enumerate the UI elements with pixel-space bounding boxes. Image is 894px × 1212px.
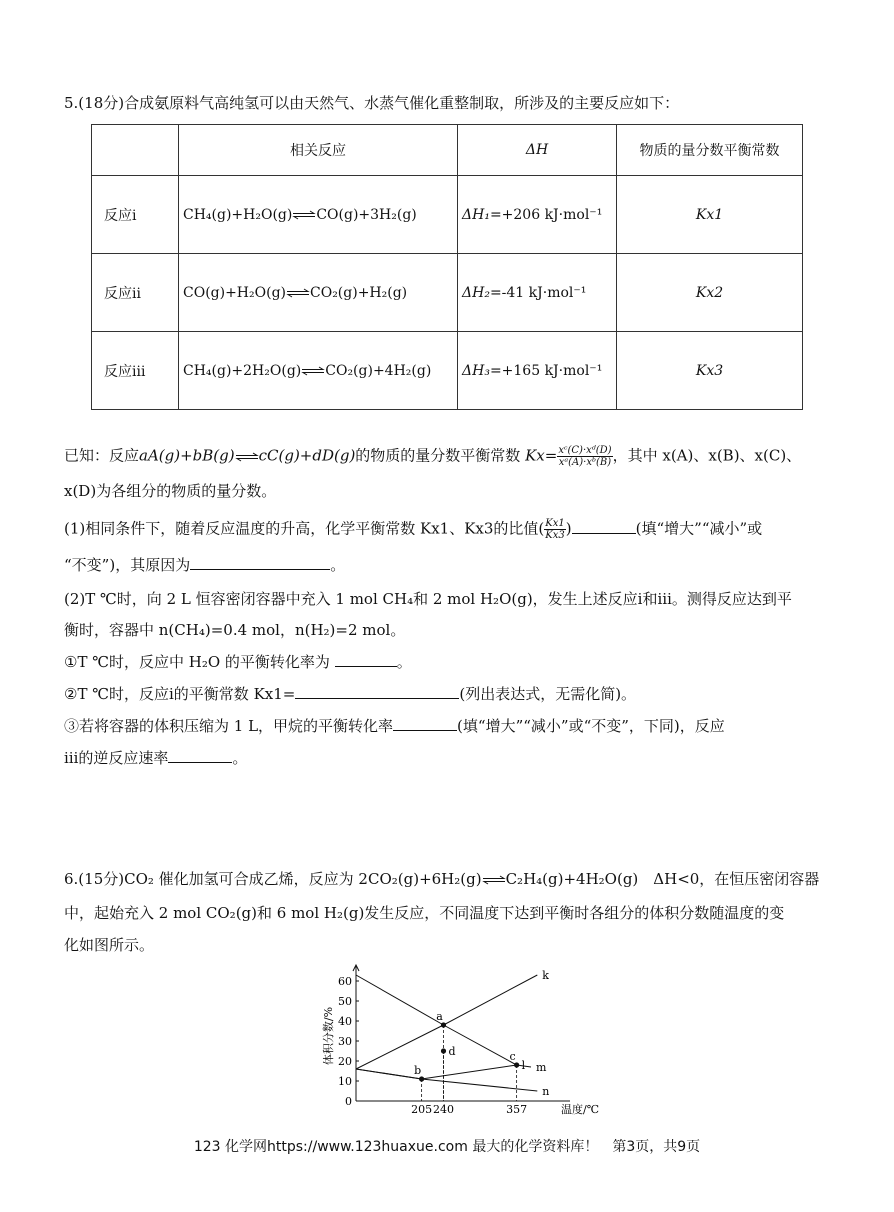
series-line-n: [356, 1069, 537, 1091]
table-header-cell: [92, 125, 179, 176]
row-label: 反应ⅲ: [92, 332, 179, 410]
q6-intro: 6.(15分)CO₂ 催化加氢可合成乙烯，反应为 2CO₂(g)+6H₂(g) C₂H₄(g)+4H₂O(g) ΔH<0，在恒压密闭容器: [64, 870, 820, 888]
point-label-d: d: [448, 1045, 456, 1058]
y-tick-label: 0: [345, 1095, 352, 1108]
q5-part2-3: ③若将容器的体积压缩为 1 L，甲烷的平衡转化率 (填“增大”“减小”或“不变”，下同)，反应: [64, 717, 725, 735]
series-label-l: l: [521, 1059, 526, 1072]
q5-part1: (1)相同条件下，随着反应温度的升高，化学平衡常数 Kx1、Kx3的比值( $\frac{Kx1}{Kx3}$ ) (填“增大”“减小”或: [64, 518, 763, 541]
point-label-c: c: [509, 1050, 516, 1063]
table-header-row: [92, 125, 803, 176]
answer-blank[interactable]: [168, 748, 232, 763]
equilibrium-arrow-icon: [301, 366, 325, 376]
kx-fraction: $\frac{\text{xᶜ(C)·xᵈ(D)}}{\text{xᵃ(A)·xᵇ(B)}}$: [558, 445, 612, 468]
row-label: 反应ⅰ: [92, 176, 179, 254]
row-reaction: CH₄(g)+H₂O(g) CO(g)+3H₂(g): [179, 176, 458, 254]
y-tick-label: 50: [338, 995, 352, 1008]
row-k: Kx3: [617, 332, 803, 410]
page-footer: 123 化学网https://www.123huaxue.com 最大的化学资料库！ 第3页，共9页: [193, 1139, 701, 1155]
q5-part1-cont: “不变”)，其原因为 。: [64, 556, 346, 574]
row-reaction: CO(g)+H₂O(g) CO₂(g)+H₂(g): [179, 254, 458, 332]
q5-part2-1: ①T ℃时，反应中 H₂O 的平衡转化率为 。: [64, 653, 412, 671]
answer-blank[interactable]: [190, 555, 330, 570]
q6-intro-3: 化如图所示。: [64, 936, 155, 954]
row-k: Kx1: [617, 176, 803, 254]
y-tick-label: 30: [338, 1035, 352, 1048]
reaction-table: [91, 124, 803, 410]
q6-intro-2: 中，起始充入 2 mol CO₂(g)和 6 mol H₂(g)发生反应，不同温度下达到平衡时各组分的体积分数随温度的变: [64, 904, 785, 922]
q5-part2-2: ②T ℃时，反应ⅰ的平衡常数 Kx1= (列出表达式，无需化简)。: [64, 685, 637, 703]
known-line-2: x(D)为各组分的物质的量分数。: [64, 482, 277, 500]
table-header-cell: 相关反应: [179, 125, 458, 176]
equilibrium-arrow-icon: [482, 875, 506, 885]
row-k: Kx2: [617, 254, 803, 332]
point-b: [419, 1076, 424, 1081]
table-header-cell: 物质的量分数平衡常数: [617, 125, 803, 176]
q5-part2-cont: 衡时，容器中 n(CH₄)=0.4 mol，n(H₂)=2 mol。: [64, 621, 406, 639]
point-c: [514, 1062, 519, 1067]
y-tick-label: 40: [338, 1015, 352, 1028]
row-dh: ΔH₂=-41 kJ·mol⁻¹: [458, 254, 617, 332]
x-tick-label: 240: [433, 1103, 454, 1116]
volume-fraction-chart: [318, 962, 600, 1122]
q5-part2: (2)T ℃时，向 2 L 恒容密闭容器中充入 1 mol CH₄和 2 mol H₂O(g)，发生上述反应ⅰ和ⅲ。测得反应达到平: [64, 590, 792, 608]
equilibrium-arrow-icon: [292, 210, 316, 220]
series-label-n: n: [542, 1085, 550, 1098]
row-label: 反应ⅱ: [92, 254, 179, 332]
table-header-cell: ΔH: [458, 125, 617, 176]
series-label-k: k: [542, 969, 549, 982]
table-row: [92, 176, 803, 254]
q5-intro: 5.(18分)合成氨原料气高纯氢可以由天然气、水蒸气催化重整制取，所涉及的主要反应如下：: [64, 94, 680, 112]
point-label-a: a: [436, 1010, 443, 1023]
x-tick-label: 357: [506, 1103, 528, 1116]
y-tick-label: 10: [338, 1075, 352, 1088]
series-label-m: m: [536, 1061, 547, 1074]
x-tick-label: 205: [411, 1103, 433, 1116]
y-tick-label: 60: [338, 975, 352, 988]
row-dh: ΔH₃=+165 kJ·mol⁻¹: [458, 332, 617, 410]
point-label-b: b: [414, 1064, 422, 1077]
q5-part2-3-cont: ⅲ的逆反应速率 。: [64, 749, 248, 767]
table-row: [92, 332, 803, 410]
answer-blank[interactable]: [295, 684, 459, 699]
equilibrium-arrow-icon: [235, 452, 259, 462]
answer-blank[interactable]: [572, 519, 636, 534]
known-line: 已知：反应aA(g)+bB(g) cC(g)+dD(g)的物质的量分数平衡常数 Kx= $\frac{\text{xᶜ(C)·xᵈ(D)}}{\text{xᵃ(A)·xᵇ(B)}}$ ，其中 x(A)、x(B)、x(C)、: [64, 445, 802, 468]
point-d: [441, 1048, 446, 1053]
answer-blank[interactable]: [335, 652, 397, 667]
table-row: [92, 254, 803, 332]
point-a: [441, 1022, 446, 1027]
x-axis-label: 温度/℃: [560, 1103, 600, 1116]
row-dh: ΔH₁=+206 kJ·mol⁻¹: [458, 176, 617, 254]
equilibrium-arrow-icon: [286, 288, 310, 298]
k-ratio-fraction: $\frac{Kx1}{Kx3}$: [545, 518, 565, 541]
row-reaction: CH₄(g)+2H₂O(g) CO₂(g)+4H₂(g): [179, 332, 458, 410]
y-tick-label: 20: [338, 1055, 352, 1068]
answer-blank[interactable]: [393, 716, 457, 731]
y-axis-label: 体积分数/%: [322, 1006, 335, 1066]
